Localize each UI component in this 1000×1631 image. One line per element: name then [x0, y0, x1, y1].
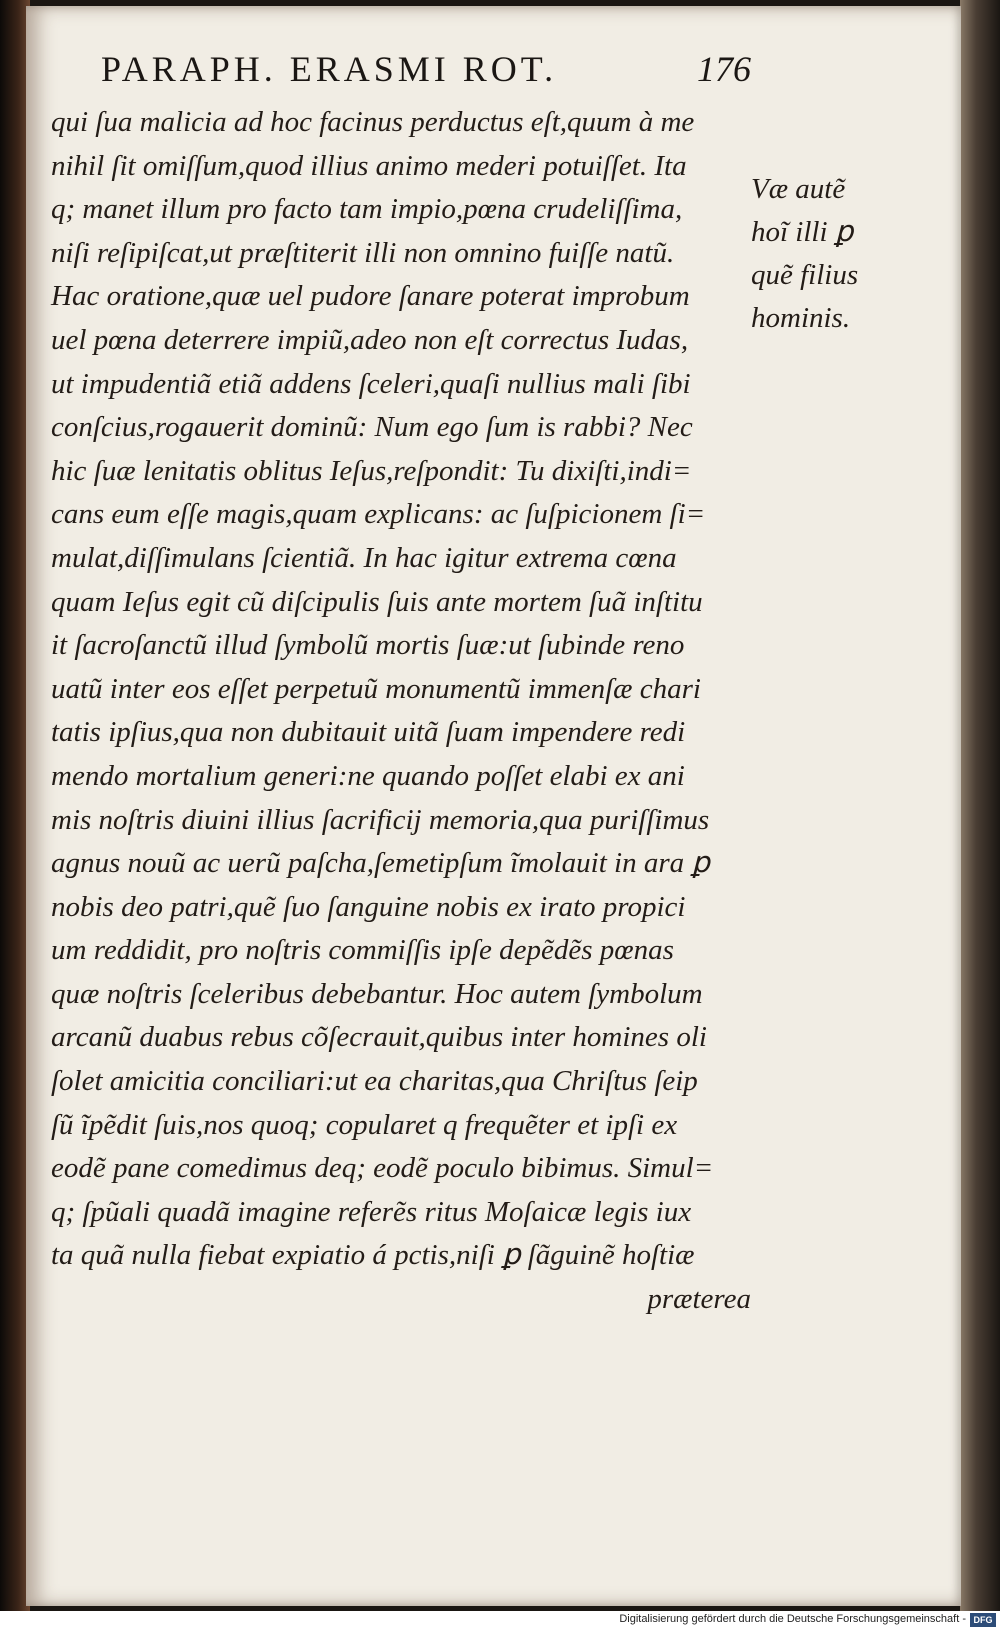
text-line: eodẽ pane comedimus deq; eodẽ poculo bibimus. Simul=	[51, 1152, 714, 1185]
marginal-note-line: hominis.	[751, 302, 851, 334]
text-line: cans eum eſſe magis,quam explicans: ac ſuſpicionem ſi=	[51, 498, 706, 531]
text-line: qui ſua malicia ad hoc facinus perductus eſt,quum à me	[51, 106, 695, 138]
dfg-logo: DFG	[970, 1613, 996, 1627]
text-line: nihil ſit omiſſum,quod illius animo mederi potuiſſet. Ita	[51, 149, 687, 182]
text-line: q; ſpũali quadã imagine referẽs ritus Moſaicæ legis iux	[51, 1195, 692, 1228]
running-head-title: PARAPH. ERASMI ROT.	[101, 49, 558, 89]
text-line: arcanũ duabus rebus cõſecrauit,quibus inter homines oli	[51, 1021, 707, 1054]
text-line: quam Ieſus egit cũ diſcipulis ſuis ante mortem ſuã inſtitu	[51, 585, 703, 618]
catchword: præterea	[647, 1283, 751, 1316]
text-line: uatũ inter eos eſſet perpetuũ monumentũ immenſæ chari	[51, 672, 701, 705]
text-line: uel pœna deterrere impiũ,adeo non eſt correctus Iudas,	[51, 323, 689, 356]
text-line: q; manet illum pro facto tam impio,pœna crudeliſſima,	[51, 193, 683, 226]
marginal-note-line: hoĩ illi ꝑ	[751, 216, 854, 248]
marginal-note-line: quẽ filius	[751, 259, 859, 291]
text-line: agnus nouũ ac uerũ paſcha,ſemetipſum ĩmolauit in ara ꝑ	[51, 847, 710, 880]
text-line: mendo mortalium generi:ne quando poſſet elabi ex ani	[51, 759, 685, 792]
text-line: mis noſtris diuini illius ſacrificij memoria,qua puriſſimus	[51, 803, 710, 836]
text-line: niſi reſipiſcat,ut præſtiterit illi non omnino fuiſſe natũ.	[51, 236, 675, 269]
text-line: conſcius,rogauerit dominũ: Num ego ſum is rabbi? Nec	[51, 411, 693, 444]
book-edge-right	[960, 0, 1000, 1631]
text-line: mulat,diſſimulans ſcientiã. In hac igitur extrema cœna	[51, 541, 677, 574]
text-line: um reddidit, pro noſtris commiſſis ipſe depẽdẽs pœnas	[51, 934, 674, 967]
text-line: ta quã nulla fiebat expiatio á pctis,niſi ꝑ ſãguinẽ hoſtiæ	[51, 1239, 695, 1272]
text-line: quæ noſtris ſceleribus debebantur. Hoc autem ſymbolum	[51, 977, 703, 1010]
text-line: ut impudentiã etiã addens ſceleri,quaſi nullius mali ſibi	[51, 367, 691, 400]
body-text	[51, 101, 751, 1322]
digitization-footer	[0, 1611, 1000, 1631]
marginal-note	[751, 168, 951, 340]
running-head	[101, 48, 751, 90]
footer-credit: Digitalisierung gefördert durch die Deutsche Forschungsgemeinschaft -	[619, 1613, 966, 1625]
text-line: ſũ ĩpẽdit ſuis,nos quoq; copularet q frequẽter et ipſi ex	[51, 1108, 678, 1141]
text-line: hic ſuæ lenitatis oblitus Ieſus,reſpondit: Tu dixiſti,indi=	[51, 454, 692, 487]
text-line: ſolet amicitia conciliari:ut ea charitas,qua Chriſtus ſeip	[51, 1065, 698, 1098]
marginal-note-line: Væ autẽ	[751, 173, 846, 205]
text-line: Hac oratione,quæ uel pudore ſanare poterat improbum	[51, 280, 690, 313]
text-line: nobis deo patri,quẽ ſuo ſanguine nobis ex irato propici	[51, 890, 686, 923]
book-page	[26, 6, 961, 1606]
text-line: tatis ipſius,qua non dubitauit uitã ſuam impendere redi	[51, 716, 686, 749]
folio-number: 176	[697, 49, 751, 89]
text-line: it ſacroſanctũ illud ſymbolũ mortis ſuæ:ut ſubinde reno	[51, 629, 685, 662]
